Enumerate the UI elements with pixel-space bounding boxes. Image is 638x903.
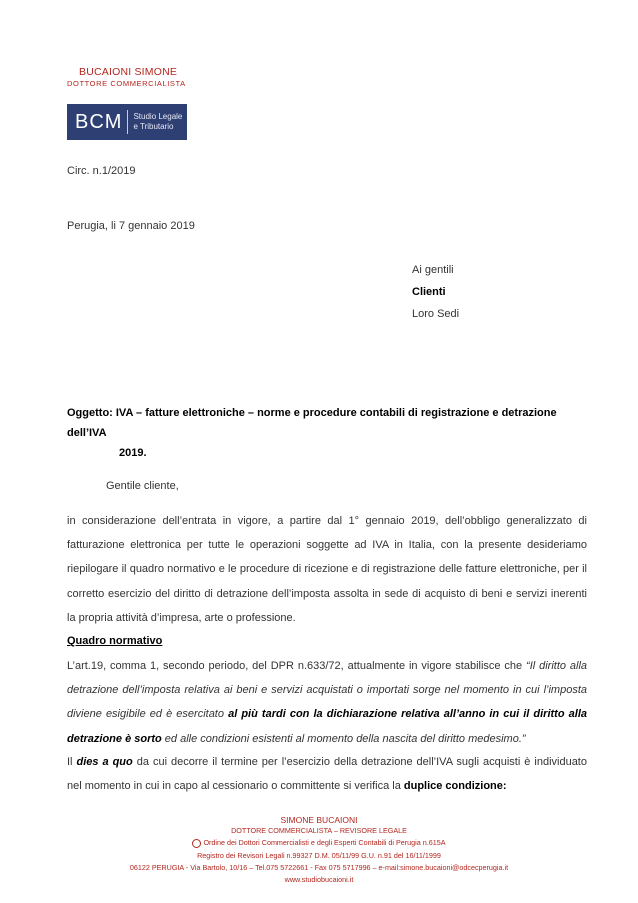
quadro-p1-bold: al più tardi con la dichiarazione relativa all’anno in cui il diritto alla detrazione è sorto bbox=[67, 708, 587, 745]
recipient-line-2: Clienti bbox=[412, 286, 446, 298]
subject-line-1: Oggetto: IVA – fatture elettroniche – norme e procedure contabili di registrazione e detrazione dell’IVA bbox=[67, 407, 557, 439]
bcm-logo bbox=[67, 104, 187, 140]
footer-register: Registro dei Revisori Legali n.99327 D.M. 05/11/99 G.U. n.91 del 16/11/1999 bbox=[197, 851, 441, 860]
quadro-p2-c: duplice condizione: bbox=[403, 780, 507, 793]
quadro-p1-quote: “Il diritto alla detrazione dell’imposta relativa ai beni e servizi acquistati o importati sorge nel momento in cui l’imposta diviene esigibile ed è esercitato bbox=[67, 660, 588, 721]
greeting: Gentile cliente, bbox=[106, 480, 179, 492]
logo-line-2: e Tributario bbox=[133, 122, 174, 131]
order-seal-icon bbox=[192, 839, 201, 848]
recipient-line-3: Loro Sedi bbox=[412, 308, 460, 320]
firm-title: DOTTORE COMMERCIALISTA bbox=[67, 79, 186, 88]
recipient-line-1: Ai gentili bbox=[412, 264, 454, 276]
intro-paragraph: in considerazione dell’entrata in vigore, a partire dal 1° gennaio 2019, dell’obbligo generalizzato di fatturazione elettronica per tutte le operazioni soggette ad IVA in Italia, con la presente desideriamo riepilogare il quadro normativo e le procedure di ricezione e di registrazione delle fatture elettroniche, per il corretto esercizio del diritto di detrazione dell’imposta assolta in sede di acquisto di beni e servizi inerenti la propria attività d’impresa, arte o professione. bbox=[67, 515, 587, 624]
logo-text bbox=[133, 112, 182, 132]
footer-title: DOTTORE COMMERCIALISTA – REVISORE LEGALE bbox=[231, 826, 407, 835]
footer-order-text: Ordine dei Dottori Commercialisti e degli Esperti Contabili di Perugia n.615A bbox=[203, 838, 446, 847]
subject-line-2: 2019. bbox=[119, 447, 147, 459]
logo-divider bbox=[127, 110, 128, 134]
subject bbox=[67, 403, 587, 463]
quadro-p2-dies: dies a quo bbox=[76, 756, 133, 768]
quadro-p2-a: Il bbox=[67, 756, 77, 768]
logo-line-1: Studio Legale bbox=[133, 112, 183, 121]
footer-order bbox=[0, 838, 638, 848]
footer-address: 06122 PERUGIA - Via Bartolo, 10/16 – Tel.075 5722661 - Fax 075 5717996 – e-mail:simone.bucaioni@odcecperugia.it bbox=[129, 863, 509, 872]
quadro-p1-end: ed alle condizioni esistenti al momento della nascita del diritto medesimo.” bbox=[161, 732, 526, 745]
quadro-paragraph-2 bbox=[67, 750, 587, 798]
circular-number: Circ. n.1/2019 bbox=[67, 165, 136, 177]
footer-name: SIMONE BUCAIONI bbox=[280, 815, 358, 825]
logo-mark: BCM bbox=[75, 110, 123, 133]
quadro-p2-b: da cui decorre il termine per l’esercizio della detrazione dell’IVA sugli acquisti è individuato nel momento in cui in capo al cessionario o committente si verifica la bbox=[67, 756, 587, 793]
letter-date: Perugia, li 7 gennaio 2019 bbox=[67, 220, 195, 232]
firm-name: BUCAIONI SIMONE bbox=[79, 66, 178, 78]
quadro-paragraph-1 bbox=[67, 654, 587, 751]
quadro-p1-text: L’art.19, comma 1, secondo periodo, del DPR n.633/72, attualmente in vigore stabilisce che bbox=[67, 660, 527, 672]
footer-website[interactable]: www.studiobucaioni.it bbox=[284, 875, 354, 884]
section-heading: Quadro normativo bbox=[67, 635, 163, 647]
